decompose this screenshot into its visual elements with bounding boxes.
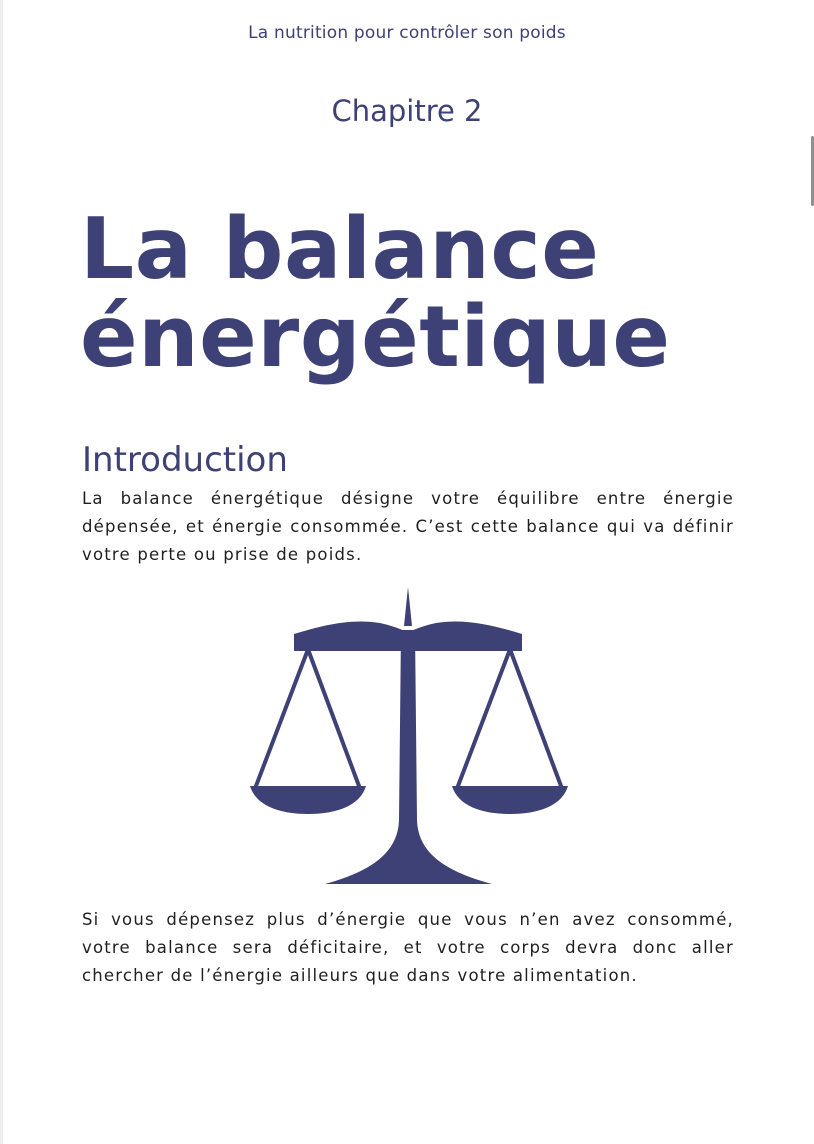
running-header: La nutrition pour contrôler son poids bbox=[248, 23, 566, 43]
chapter-label: Chapitre 2 bbox=[331, 94, 483, 128]
body-paragraph: Si vous dépensez plus d’énergie que vous n’en avez consommé, votre balance sera déficitaire, et votre corps devra donc aller chercher de l’énergie ailleurs que dans votre alimentation. bbox=[82, 910, 734, 985]
balance-scale-icon bbox=[240, 582, 580, 892]
page-left-edge bbox=[0, 0, 3, 1144]
introduction-paragraph: La balance énergétique désigne votre équilibre entre énergie dépensée, et énergie consommée. C’est cette balance qui va définir votre perte ou prise de poids. bbox=[82, 489, 734, 564]
section-heading-introduction: Introduction bbox=[82, 440, 288, 480]
chapter-title bbox=[80, 200, 780, 387]
chapter-title-line-2: énergétique bbox=[80, 288, 671, 387]
chapter-title-line-1: La balance bbox=[80, 200, 600, 299]
